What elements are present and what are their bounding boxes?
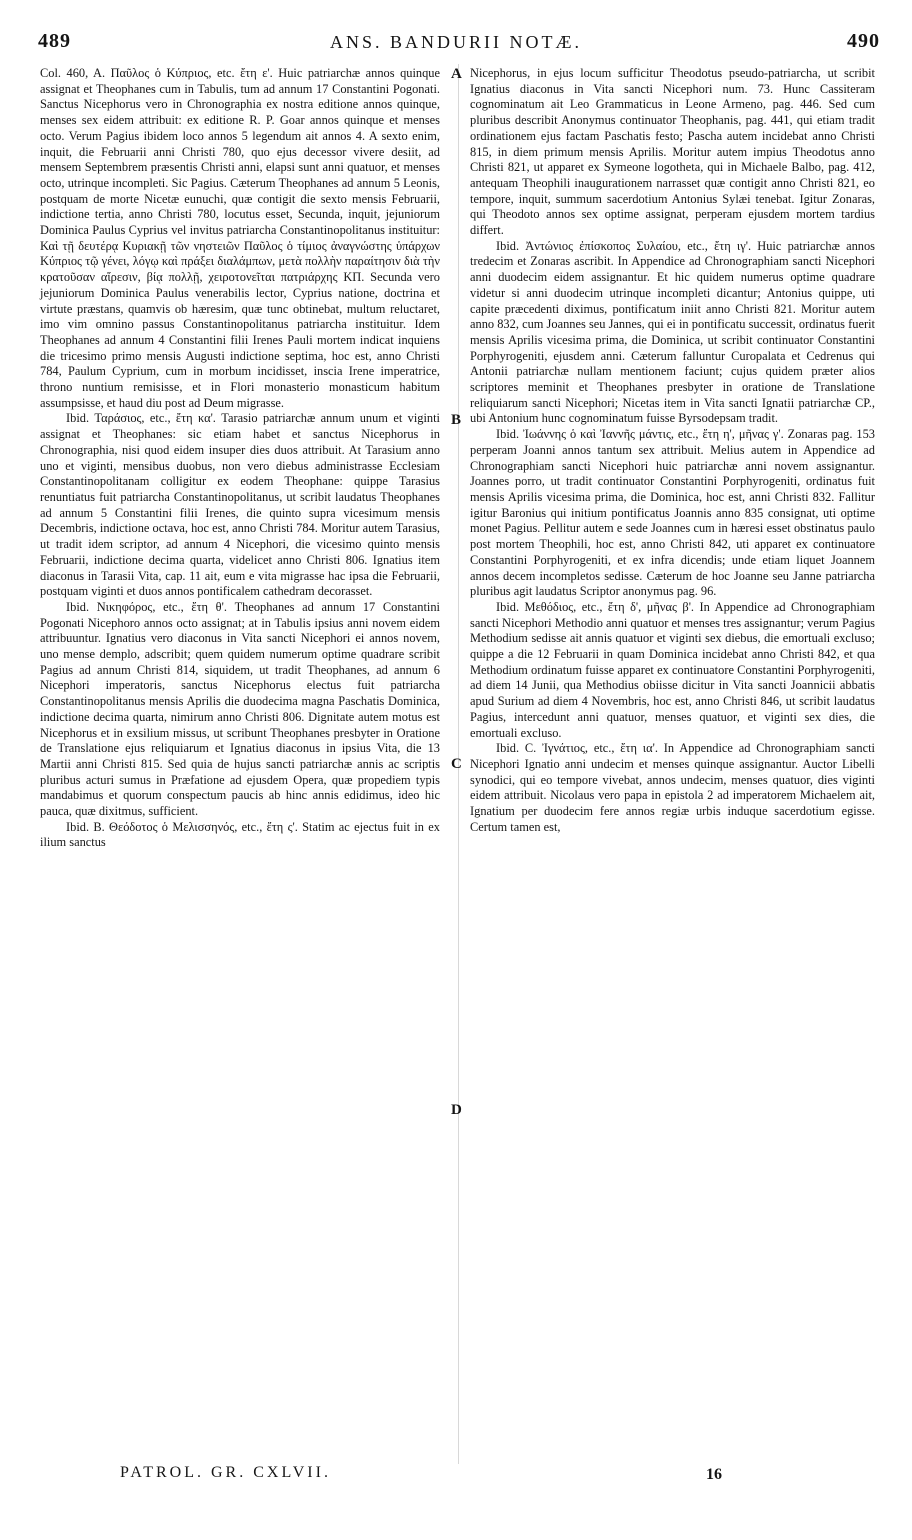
margin-letter-c: C [451, 756, 462, 772]
page-number-left: 489 [38, 30, 71, 52]
paragraph: Col. 460, A. Παῦλος ὁ Κύπριος, etc. ἔτη ε'. Huic patriarchæ annos quinque assignat et Theophanes cum in Tabulis, tum ad annum 17 Constantini Pogonati. Sanctus Nicephorus vero in Chronographia ex nostra editione annos quinque, menses sex eidem attribuit: ex editione R. P. Goar annos quinque et menses octo. Verum Pagius ibidem loco annos 5 legendum ait annos 4. A sexto enim, inquit, die Februarii anni Christi 780, quo ejus decessor vivere desiit, ad mensem Septembrem præsentis Christi anni, elapsi sunt anni quatuor, et menses octo, utrinque incompleti. Sic Pagius. Cæterum Theophanes ad annum 5 Leonis, postquam de morte Nicetæ eunuchi, quæ contigit die sexto mensis Februarii, indictione tertia, anno Christi 780, locutus esset, Secunda, inquit, jejuniorum Dominica Paulus Cyprius vel invitus patriarcha Constantinopolitanus instituitur: Καὶ τῇ δευτέρᾳ Κυριακῇ τῶν νηστειῶν Παῦλος ὁ τίμιος ἀναγνώστης ὑπάρχων Κύπριος τῷ γένει, λόγῳ καὶ πράξει διαλάμπων, μετὰ πολλὴν παραίτησιν διὰ τὴν κρατοῦσαν αἵρεσιν, βίᾳ πολλῇ, χειροτονεῖται πατριάρχης ΚΠ. Secunda vero jejuniorum Dominica Paulus venerabilis lector, Cyprius natione, doctrina et virtute præstans, quamvis ob hæresim, quæ tunc obtinebat, multum reluctaret, imo vim omnino passus Constantinopolitanus patriarcha instituitur. Idem Theophanes ad annum 4 Constantini filii Irenes Pauli mortem indicat inquiens die tricesimo primo mensis Augusti indictione septima, hoc est, anno Christi 784, Paulum Cyprium, cum in morbum incidisset, inscia Irene imperatrice, throno nuntium remisisse, et in Flori monasterio monasticum habitum assumpsisse, et haud diu post ad Deum migrasse. [40, 66, 440, 410]
page-number-right: 490 [847, 30, 880, 52]
footer-number: 16 [706, 1466, 722, 1483]
running-title: ANS. BANDURII NOTÆ. [329, 32, 582, 52]
margin-letter-a: A [451, 66, 462, 82]
paragraph: Ibid. Ἀντώνιος ἐπίσκοπος Συλαίου, etc., ἔτη ιγ'. Huic patriarchæ annos tredecim et Zonaras ascribit. In Appendice ad Chronographiam sancti Nicephori anni duodecim eidem assignantur. Et hic quidem numerus optime quadrare videtur si anni duodecim utrinque incompleti dicantur; Antonius quippe, uti capite præcedenti diximus, pontificatum iniit anno Christi 821. Moritur autem anno 832, cum Joannes seu Jannes, qui ei in pontificatu successit, ordinatus fuerit mensis Aprilis vicesima prima, die Dominica, ut scribit continuator Constantini Porphyrogeniti, ejusdem anni. Cæterum falluntur Curopalata et Cedrenus qui Antonii patriarchæ nullam mentionem faciunt; cujus quidem præter alios scriptores meminit et Theophanes presbyter in oratione de Translatione reliquiarum sancti Nicephori; Nicetas item in Vita sancti Ignatii patriarchæ CP., ubi Antonium hunc cognominatum fuisse Byrsodepsam tradit. [470, 238, 875, 426]
margin-letter-b: B [451, 412, 462, 428]
paragraph: Ibid. Νικηφόρος, etc., ἔτη θ'. Theophanes ad annum 17 Constantini Pogonati Nicephoro annos octo assignat; at in Tabulis ipsius anni novem eidem attribuuntur. Ignatius vero diaconus in Vita sancti Nicephori ei annos novem, uno mense demplo, adscribit; quem quidem numerum optime quadrare scribit Pagius ad annum Christi 814, siquidem, ut tradit Theophanes, ad annum 6 Nicephori imperatoris, sanctus Nicephorus electus fuit patriarcha Constantinopolitanus mensis Aprilis die duodecima magna Paschatis Dominica, indictione decima quarta, nimirum anno Christi 806. Dignitate autem motus est Nicephorus et in exsilium missus, ut scribunt Theophanes presbyter in Oratione de Translatione ejus reliquiarum et Ignatius diaconus in ipsius Vita, die 13 Martii anni Christi 815. Sed quia de hujus sancti patriarchæ annis ac scriptis pluribus acturi sumus in Præfatione ad ejusdem Opera, quæ propediem typis mandabimus et quorum conspectum paucis ab hinc annis edidimus, ideo hic pauca, quæ dixitmus, sufficient. [40, 599, 440, 819]
paragraph: Nicephorus, in ejus locum sufficitur Theodotus pseudo-patriarcha, ut scribit Ignatius diaconus in Vita sancti Nicephori num. 73. Hunc Cassiteram cognominatum ait Leo Grammaticus in Leone Armeno, pag. 446. Sed cum pluribus describit Anonymus continuator Theophanis, pag. 441, qui etiam tradit ordinationem ejus factam Paschatis festo; Pascha autem incidebat anno Christi 815, in diem primum mensis Aprilis. Moritur autem impius Theodotus anno Christi 821, ut apparet ex Symeone logotheta, qui in Michaele Balbo, pag. 412, antequam Theophili inaugurationem narrasset quæ contigit anno Christi 821, eo tempore, inquit, summum sacerdotium Antonius Sylæi tenebat. Igitur Zonaras, qui Theodoto annos sex optime assignat, perperam ejusdem mortem tardius differt. [470, 66, 875, 238]
margin-letter-d: D [451, 1102, 462, 1118]
paragraph: Ibid. Μεθόδιος, etc., ἔτη δ', μῆνας β'. In Appendice ad Chronographiam sancti Nicephori Methodio anni quatuor et menses tres assignantur; verum Pagius Methodium sedisse ait annis quatuor et viginti sex diebus, die emortuali excluso; quippe a die 12 Februarii in quam Dominica incidebat anno Christi 842, et qua Methodium ordinatum fuisse apparet ex continuatore Constantini Porphyrogeniti, ad diem 14 Junii, qua Methodius obiisse dicitur in Vita sancti Joannicii abbatis apud Surium ad diem 4 Novembris, hoc est, anno Christi 846, ut scribit laudatus Pagius, intercedunt anni quatuor, menses quatuor, et viginti sex dies, die emortuali excluso. [470, 599, 875, 740]
page-header [0, 30, 912, 60]
footer-signature: PATROL. GR. CXLVII. [120, 1464, 331, 1481]
right-column [470, 66, 875, 835]
paragraph: Ibid. B. Θεόδοτος ὁ Μελισσηνός, etc., ἔτη ς'. Statim ac ejectus fuit in ex ilium sanctus [40, 819, 440, 850]
paragraph: Ibid. Ἰωάννης ὁ καὶ Ἰαννῆς μάντις, etc., ἔτη η', μῆνας γ'. Zonaras pag. 153 perperam Joanni annos tantum sex attribuit. Melius autem in Appendice ad Chronographiam sancti Nicephori huic patriarchæ anni novem assignantur. Joannes porro, ut tradit continuator Constantini Porphyrogeniti, ordinatus fuit mensis Aprilis vicesima prima, die Dominica, hoc est, anni Christi 832. Fallitur igitur Baronius qui initium pontificatus Joannis anno 835 consignat, uti optime monet Pagius. Pellitur autem e sede Joannes cum in hæresi esset obstinatus paulo post mortem Theophili, hoc est, anno Christi 842, uti apparet ex continuatore Constantini Porphyrogeniti, et ex infra dicendis; unde etiam liquet Joannem annos decem incompletos sedisse. Cæterum de hoc Joanne seu Janne patriarcha pluribus agit laudatus Scriptor anonymus pag. 96. [470, 427, 875, 599]
paragraph: Ibid. C. Ἰγνάτιος, etc., ἔτη ια'. In Appendice ad Chronographiam sancti Nicephori Ignatio anni undecim et menses quinque assignantur. Auctor Libelli synodici, qui eo tempore vivebat, annos undecim, menses quatuor, dies viginti eidem attribuit. Nicolaus vero papa in epistola 2 ad imperatorem Michaelem ait, Ignatium per duodecim fere annos regiæ urbis induque sacerdotium egisse. Certum tamen est, [470, 741, 875, 834]
paragraph: Ibid. Ταράσιος, etc., ἔτη κα'. Tarasio patriarchæ annum unum et viginti assignat et Theophanes: sic etiam habet et sanctus Nicephorus in Chronographia, nisi quod eidem insuper dies duos attribuit. At Tarasium anno uno et viginti, mensibus duobus, non vero diebus administrasse Ecclesiam Constantinopolitanam colligitur ex eodem Theophane: quippe Tarasius renuntiatus fuit patriarcha Constantinopolitanus, ut scribit laudatus Theophanes ad annum 5 Constantini filii Irenes, die quinto supra vicesimum mensis Decembris, indictione octava, hoc est, anno Christi 784. Moritur autem Tarasius, ut tradit idem scriptor, ad annum 4 Nicephori, die vicesimo quinto mensis Februarii, indictione decima quarta, videlicet anno Christi 806. Ignatius item diaconus in Tarasii Vita, cap. 11 ait, eum e vita migrasse hac ipsa die Februarii, postquam viginti et duos annos pontificalem cathedram decorasset. [40, 411, 440, 599]
left-column [40, 66, 440, 851]
